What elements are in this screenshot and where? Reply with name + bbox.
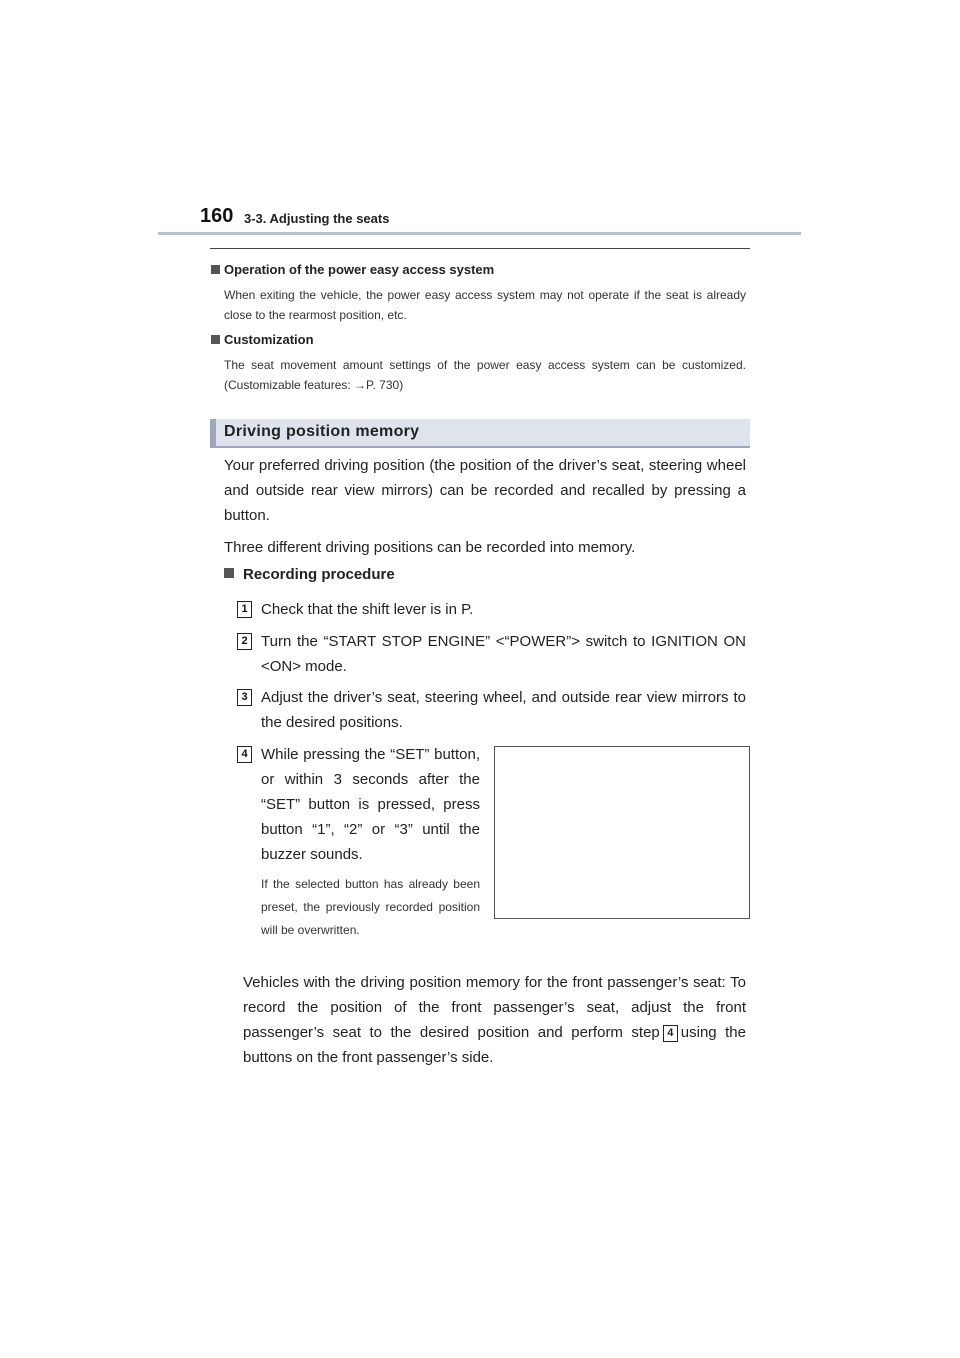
square-bullet-icon	[211, 335, 220, 344]
note-text: The seat movement amount settings of the power easy access system can be customized. (Customizable features: →P. 730)	[224, 358, 746, 392]
step-text: Check that the shift lever is in P.	[261, 601, 474, 618]
note-title: Customization	[224, 332, 314, 347]
intro-paragraph: Three different driving positions can be recorded into memory.	[224, 539, 636, 556]
procedure-title: Recording procedure	[243, 566, 395, 583]
note-title: Operation of the power easy access system	[224, 262, 495, 277]
section-label: 3-3. Adjusting the seats	[244, 211, 390, 226]
step-number-badge: 1	[237, 601, 252, 618]
note-heading	[211, 262, 494, 277]
section-band-accent	[210, 419, 216, 448]
square-bullet-icon	[211, 265, 220, 274]
step-number-badge: 3	[237, 689, 252, 706]
passenger-text: Vehicles with the driving position memory for the front passenger’s seat: To record the position of the front passenger’s seat, adjust the front passenger’s seat to the desired position and perform step	[243, 974, 746, 1041]
step-number-badge: 2	[237, 633, 252, 650]
intro-paragraph: Your preferred driving position (the position of the driver’s seat, steering wheel and outside rear view mirrors) can be recorded and recalled by pressing a button.	[224, 457, 746, 524]
step-text: Adjust the driver’s seat, steering wheel, and outside rear view mirrors to the desired positions.	[261, 689, 746, 731]
page-number: 160	[200, 205, 234, 227]
square-bullet-icon	[224, 568, 234, 578]
step-text: Turn the “START STOP ENGINE” <“POWER”> switch to IGNITION ON <ON> mode.	[261, 633, 746, 675]
step-text: While pressing the “SET” button, or within 3 seconds after the “SET” button is pressed, press button “1”, “2” or “3” until the buzzer sounds.	[261, 746, 480, 863]
illustration-frame	[494, 746, 750, 919]
section-title: Driving position memory	[224, 423, 420, 440]
header-rule	[158, 232, 801, 235]
passenger-paragraph	[243, 970, 746, 1070]
step-note: If the selected button has already been preset, the previously recorded position will be overwritten.	[261, 877, 480, 937]
divider	[210, 248, 750, 249]
note-heading	[211, 332, 314, 347]
note-text: When exiting the vehicle, the power easy access system may not operate if the seat is already close to the rearmost position, etc.	[224, 288, 746, 322]
step-reference-badge: 4	[663, 1025, 678, 1042]
step-number-badge: 4	[237, 746, 252, 763]
passenger-text: using the buttons on the front passenger’s side.	[243, 1024, 746, 1066]
procedure-heading	[224, 566, 395, 583]
